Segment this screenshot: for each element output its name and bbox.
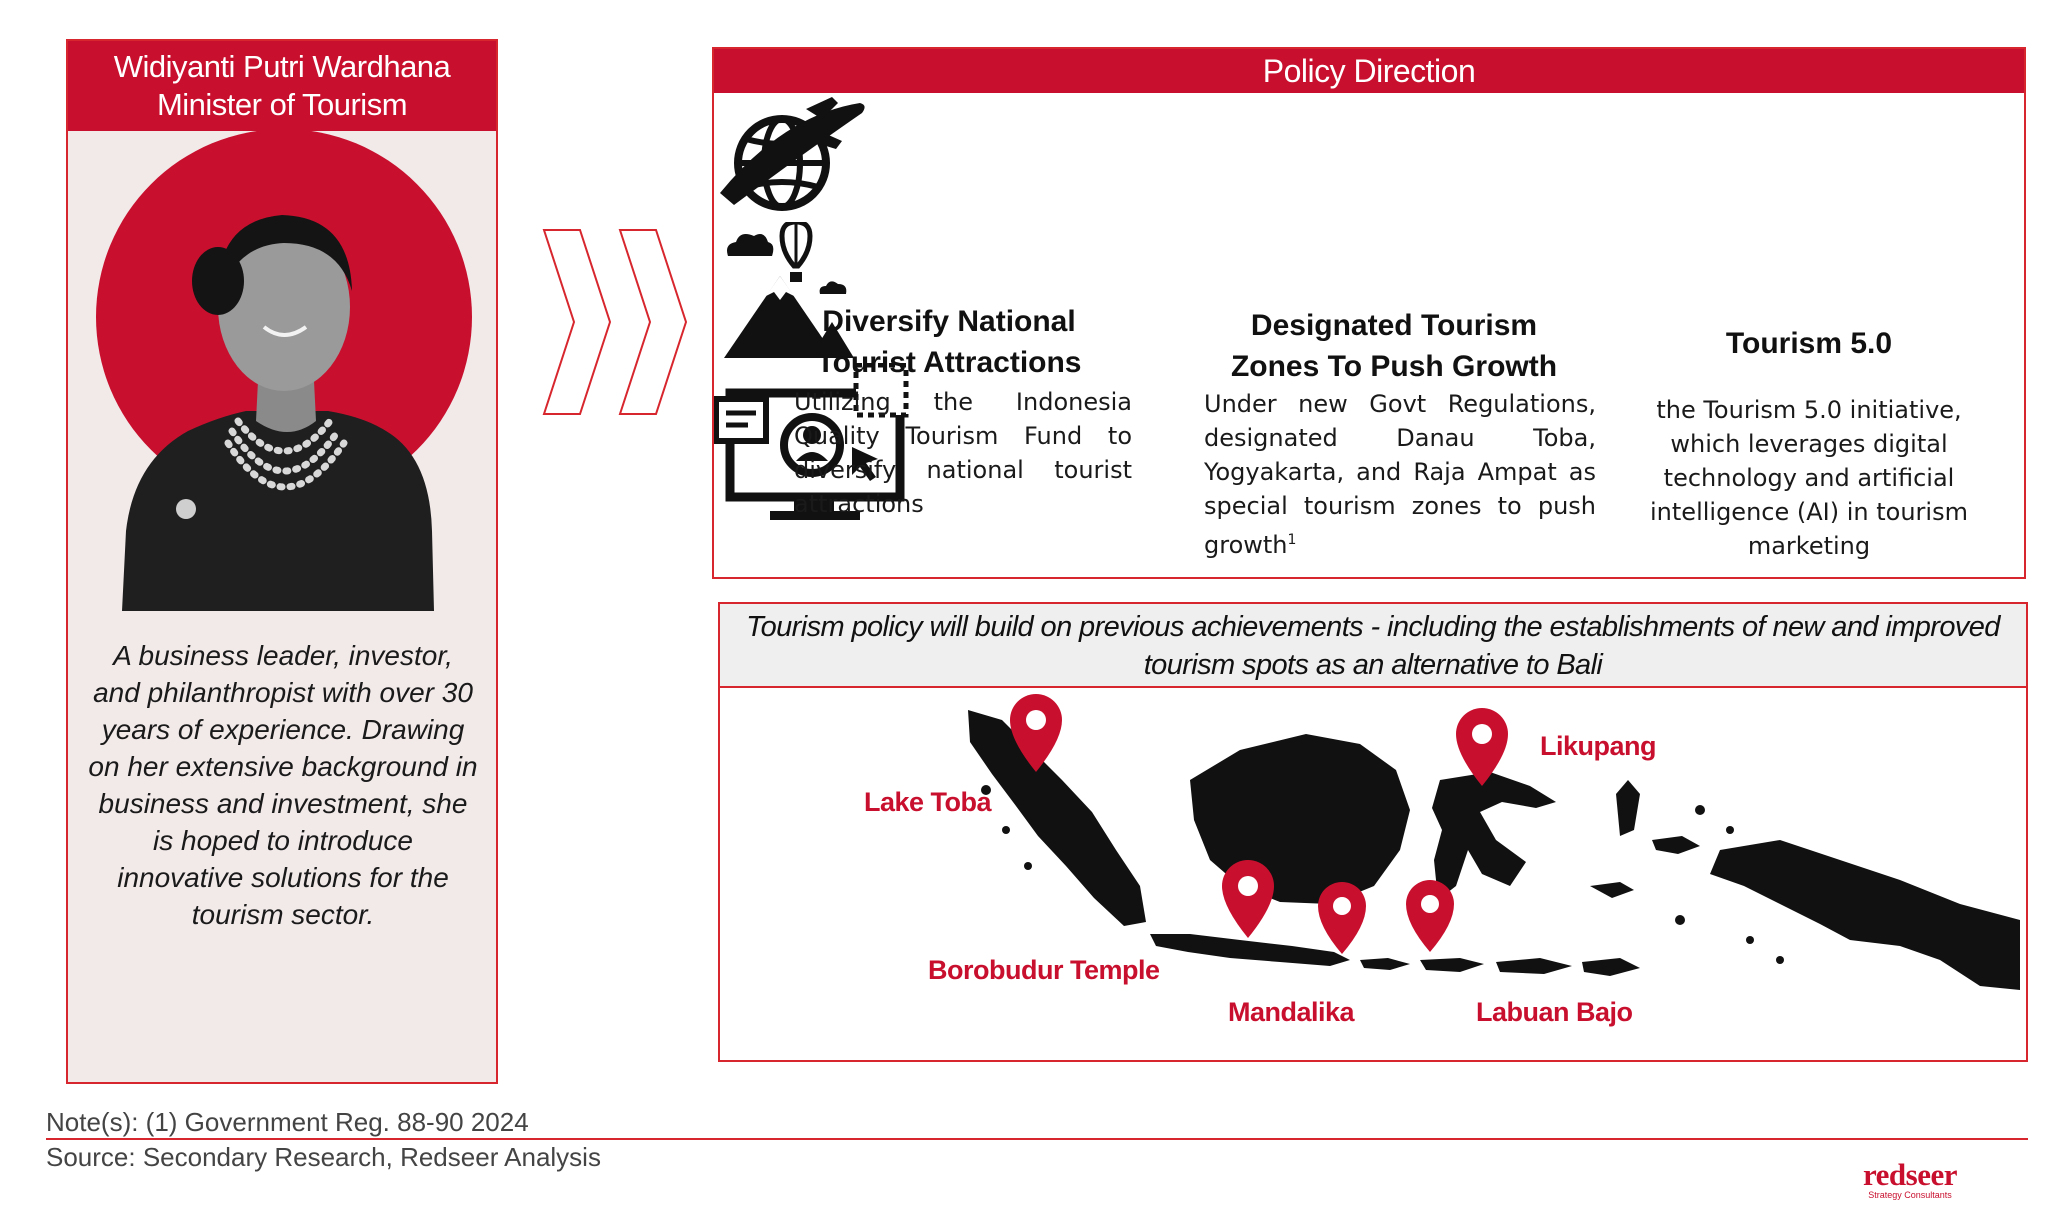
policy-desc-zones-text: Under new Govt Regulations, designated Danau Toba, Yogyakarta, and Raja Ampat as special tourism zones to push growth xyxy=(1204,390,1596,559)
tourism-spots-map-panel xyxy=(718,602,2028,1062)
chevron-arrows-icon xyxy=(540,222,690,422)
brand-subtitle: Strategy Consultants xyxy=(1868,1190,1952,1200)
location-label-likupang: Likupang xyxy=(1540,731,1656,761)
location-label-lake-toba: Lake Toba xyxy=(864,787,992,817)
redseer-logo xyxy=(1848,1157,1972,1200)
minister-portrait xyxy=(68,131,496,611)
policy-desc-zones xyxy=(1204,387,1596,562)
globe-airplane-icon xyxy=(714,93,2024,222)
pin-labuan-bajo-icon xyxy=(1406,880,1454,952)
policy-desc-tourism50: the Tourism 5.0 initiative, which leverages digital technology and artificial intelligence (AI) in tourism marketing xyxy=(1650,396,1968,560)
policy-direction-panel xyxy=(712,47,2026,579)
pin-mandalika-icon xyxy=(1318,882,1366,954)
pin-borobudur-icon xyxy=(1222,860,1274,938)
policy-title-tourism50: Tourism 5.0 xyxy=(1725,327,1893,360)
indonesia-map xyxy=(720,690,2026,1060)
minister-profile-card xyxy=(66,39,498,1084)
minister-role: Minister of Tourism xyxy=(156,87,408,122)
policy-header: Policy Direction xyxy=(714,49,2024,93)
location-label-labuan-bajo: Labuan Bajo xyxy=(1476,997,1633,1027)
location-label-borobudur: Borobudur Temple xyxy=(928,955,1160,985)
policy-title-diversify: Diversify National Tourist Attractions xyxy=(816,305,1082,379)
footnote-marker: 1 xyxy=(1287,532,1297,548)
location-label-mandalika: Mandalika xyxy=(1228,997,1355,1027)
source-citation: Source: Secondary Research, Redseer Analysis xyxy=(46,1142,601,1172)
policy-desc-diversify: Utilizing the Indonesia Quality Tourism Fund to diversify national tourist attractions xyxy=(794,388,1132,518)
pin-likupang-icon xyxy=(1456,708,1508,786)
map-header: Tourism policy will build on previous achievements - including the establishments of new and improved tourism spots as an alternative to Bali xyxy=(720,604,2026,688)
policy-title-zones: Designated Tourism Zones To Push Growth xyxy=(1230,309,1558,383)
minister-name: Widiyanti Putri Wardhana xyxy=(113,49,451,84)
brand-name: redseer xyxy=(1862,1157,1958,1192)
footnote-note: Note(s): (1) Government Reg. 88-90 2024 xyxy=(46,1107,529,1137)
profile-header xyxy=(68,41,496,131)
footer-divider xyxy=(46,1138,2028,1140)
minister-bio: A business leader, investor, and philanthropist with over 30 years of experience. Drawing on her extensive background in business and investment, she is hoped to introduce innovative solutions for the tourism sector. xyxy=(88,640,478,930)
